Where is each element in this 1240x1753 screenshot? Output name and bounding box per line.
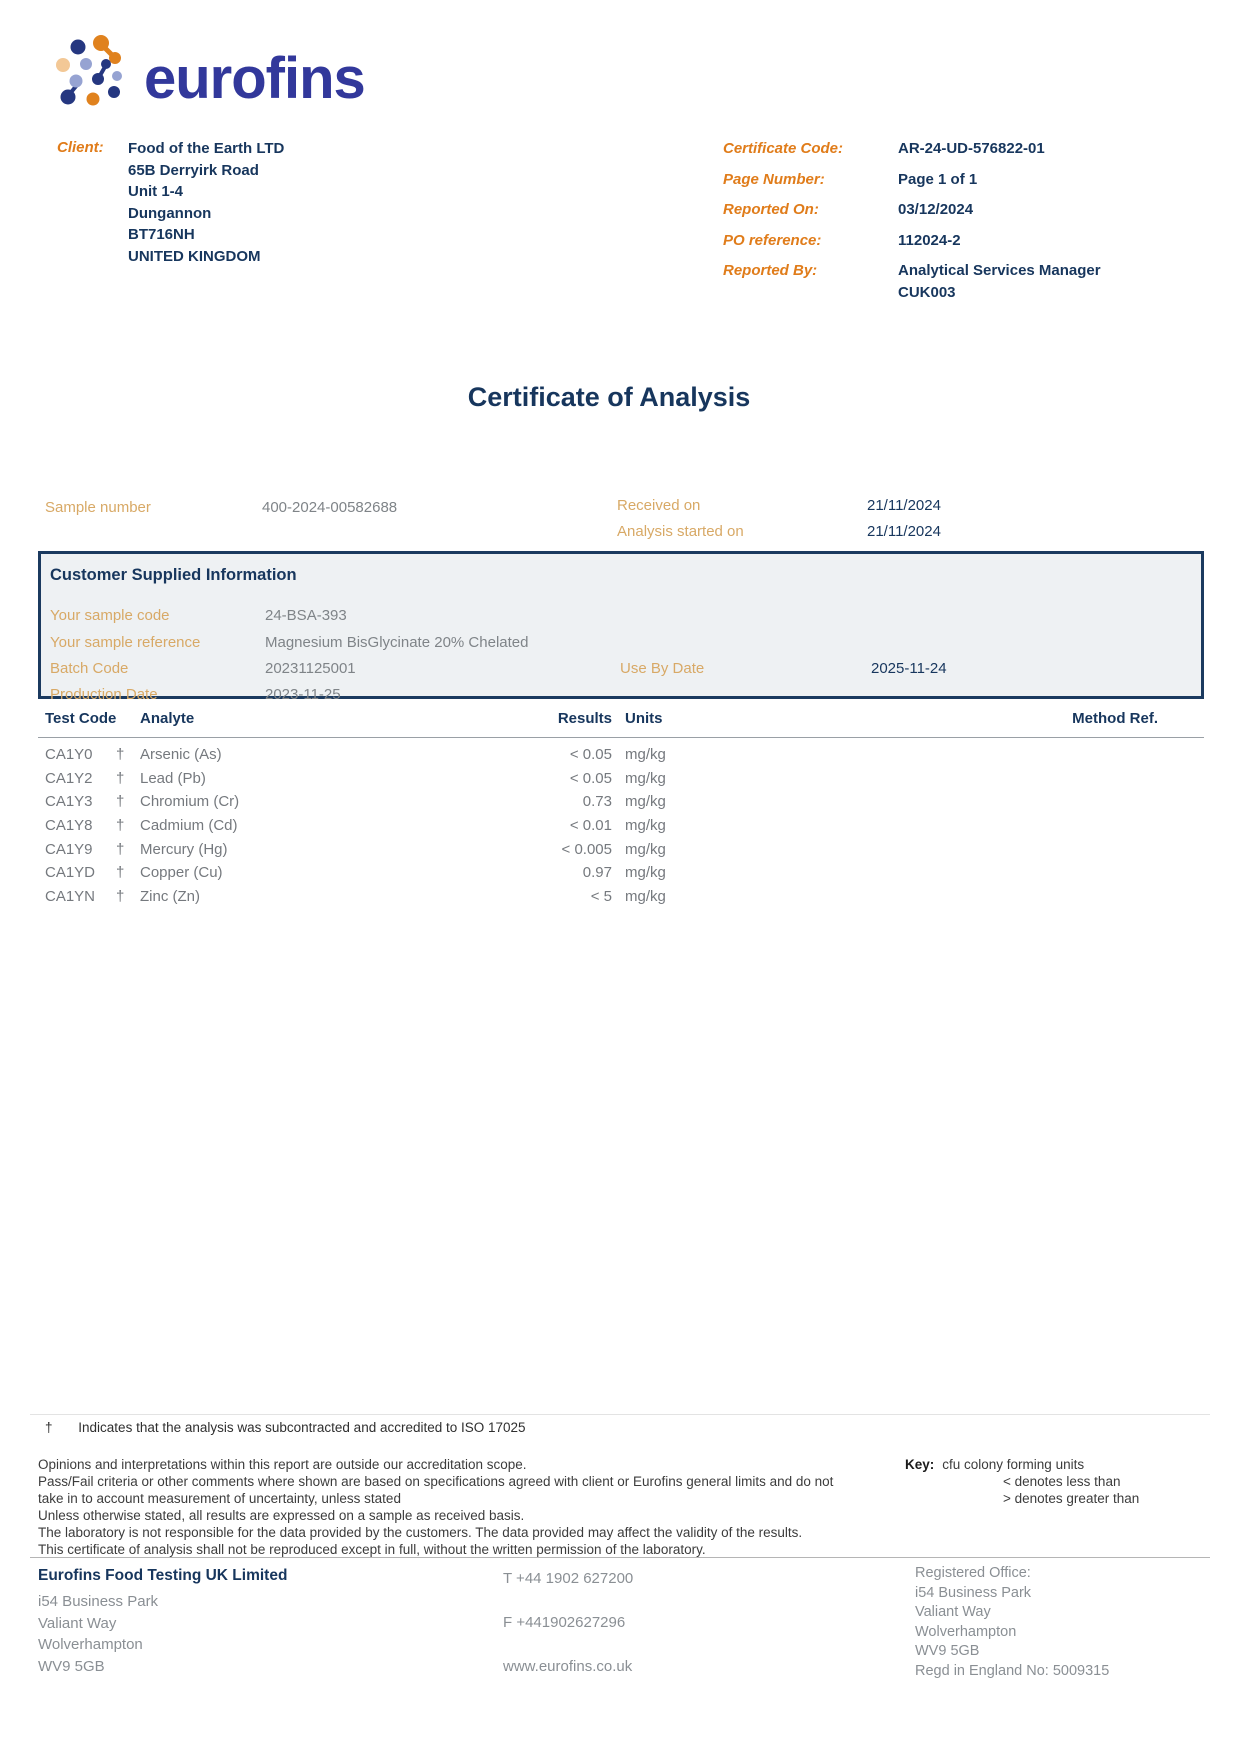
col-header-analyte: Analyte [140,710,195,727]
analysis-started-value: 21/11/2024 [867,523,941,540]
meta-row-reported-on [723,199,1213,221]
footer-address-line: Wolverhampton [38,1636,143,1653]
table-row [0,841,1240,865]
col-header-method-ref: Method Ref. [1072,710,1158,727]
test-code: CA1YD [45,864,96,882]
units: mg/kg [625,793,666,811]
page-title: Certificate of Analysis [467,382,751,412]
col-header-results: Results [557,710,612,727]
certificate-code-label: Certificate Code: [723,140,844,157]
test-code: CA1Y3 [45,793,93,811]
sample-code-label: Your sample code [50,607,170,624]
test-code: CA1YN [45,888,96,906]
reported-by-code: CUK003 [898,283,956,301]
dagger-icon: † [116,888,125,906]
dagger-icon: † [116,840,125,858]
po-reference-label: PO reference: [723,231,822,249]
client-address-line: Unit 1-4 [128,183,184,200]
report-meta [723,138,1213,312]
reported-by-name: Analytical Services Manager [898,262,1101,279]
received-on-value: 21/11/2024 [867,497,941,514]
page-number-value: Page 1 of 1 [898,170,978,188]
production-date-label: Production Date [50,686,158,703]
test-code: CA1Y2 [45,769,93,787]
page-number-label: Page Number: [723,170,825,188]
units: mg/kg [625,817,666,835]
production-date-value: 2023-11-25 [265,686,341,703]
sample-number-value: 400-2024-00582688 [262,499,398,516]
client-address-line: Food of the Earth LTD [128,140,285,157]
reported-on-value: 03/12/2024 [898,201,974,218]
table-row [0,770,1240,794]
dagger-icon: † [116,864,125,882]
meta-row-certificate-code [723,138,1213,160]
sample-code-value: 24-BSA-393 [265,607,347,624]
units: mg/kg [625,769,666,787]
eurofins-logo-icon [56,34,396,114]
results-table [0,746,1240,912]
sample-reference-value: Magnesium BisGlycinate 20% Chelated [265,634,529,651]
disclaimer-line: take in to account measurement of uncertainty, unless stated [38,1491,401,1506]
table-row [0,888,1240,912]
analyte: Mercury (Hg) [140,840,228,858]
footer-address-line: Valiant Way [38,1614,117,1632]
reported-by-value [898,260,1101,303]
footer-address-line: WV9 5GB [38,1657,105,1675]
table-row [0,864,1240,888]
analyte: Zinc (Zn) [140,888,200,906]
units: mg/kg [625,840,666,858]
certificate-code-value: AR-24-UD-576822-01 [898,140,1045,157]
units: mg/kg [625,864,666,882]
footer-registered-office [915,1564,1109,1681]
client-address-line: 65B Derryirk Road [128,161,259,179]
dagger-icon: † [116,769,125,787]
use-by-date-value: 2025-11-24 [871,660,947,677]
disclaimer-paragraph [38,1456,833,1558]
footer-company-address [38,1591,158,1677]
dagger-icon: † [116,793,125,811]
registered-office-line: WV9 5GB [915,1643,980,1659]
logo-text: eurofins [144,46,365,111]
received-on-label: Received on [617,497,701,514]
footer-phone: T +44 1902 627200 [503,1570,634,1587]
meta-row-po-reference [723,230,1213,252]
disclaimer-line: This certificate of analysis shall not be reproduced except in full, without the written permission of the laboratory. [38,1542,706,1557]
client-address [128,138,284,267]
footer-fax: F +441902627296 [503,1614,626,1631]
batch-code-label: Batch Code [50,660,129,677]
registered-office-line: Valiant Way [915,1604,991,1620]
footer-address-line: i54 Business Park [38,1593,159,1610]
use-by-date-label: Use By Date [620,660,705,677]
result: 0.73 [582,793,612,811]
col-header-test-code: Test Code [45,710,117,727]
disclaimer-line: The laboratory is not responsible for the data provided by the customers. The data provided may affect the validity of the results. [38,1525,803,1540]
key-line: > denotes greater than [1003,1491,1140,1506]
notes-top-divider [30,1414,1210,1415]
analyte: Chromium (Cr) [140,793,240,811]
analysis-started-label: Analysis started on [617,523,744,540]
key-line: cfu colony forming units [942,1457,1085,1472]
disclaimer-line: Pass/Fail criteria or other comments where shown are based on specifications agreed with client or Eurofins general limits and do not [38,1474,834,1489]
analyte: Arsenic (As) [140,746,222,763]
client-label: Client: [57,139,104,156]
meta-row-page-number [723,169,1213,191]
test-code: CA1Y9 [45,840,93,858]
client-address-line: Dungannon [128,204,212,222]
registered-office-line: Registered Office: [915,1565,1031,1581]
table-header-divider [38,737,1204,738]
batch-code-value: 20231125001 [265,660,356,677]
registered-office-line: i54 Business Park [915,1584,1032,1601]
result: < 5 [590,888,612,906]
test-code: CA1Y0 [45,746,93,763]
result: < 0.005 [561,840,612,858]
registered-office-line: Wolverhampton [915,1623,1017,1640]
dagger-footnote [45,1420,526,1435]
table-row [0,746,1240,770]
disclaimer-line: Unless otherwise stated, all results are expressed on a sample as received basis. [38,1508,525,1523]
footer-website: www.eurofins.co.uk [503,1658,633,1675]
disclaimer-line: Opinions and interpretations within this report are outside our accreditation scope. [38,1457,527,1472]
analyte: Cadmium (Cd) [140,817,238,835]
dagger-footnote-text: Indicates that the analysis was subcontracted and accredited to ISO 17025 [78,1420,526,1435]
result: < 0.01 [569,817,612,835]
table-row [0,793,1240,817]
key-legend [905,1456,1139,1507]
client-address-line: UNITED KINGDOM [128,247,261,265]
customer-info-title: Customer Supplied Information [50,566,297,584]
analyte: Copper (Cu) [140,864,223,882]
table-row [0,817,1240,841]
result: < 0.05 [569,769,612,787]
result: 0.97 [582,864,612,882]
meta-row-reported-by [723,260,1213,303]
client-address-line: BT716NH [128,226,195,243]
units: mg/kg [625,746,666,763]
key-label: Key: [905,1457,935,1472]
eurofins-logo [56,34,396,119]
reported-on-label: Reported On: [723,201,819,218]
dagger-icon: † [116,817,125,835]
footer-divider [30,1557,1210,1558]
analyte: Lead (Pb) [140,769,206,787]
po-reference-value: 112024-2 [898,231,961,249]
key-line: < denotes less than [1003,1474,1121,1489]
footer-company-name: Eurofins Food Testing UK Limited [38,1567,288,1584]
col-header-units: Units [625,710,663,727]
units: mg/kg [625,888,666,906]
sample-reference-label: Your sample reference [50,634,201,651]
registered-office-line: Regd in England No: 5009315 [915,1662,1110,1679]
dagger-icon: † [45,1420,53,1435]
reported-by-label: Reported By: [723,262,818,279]
test-code: CA1Y8 [45,817,93,835]
dagger-icon: † [116,746,125,763]
result: < 0.05 [569,746,612,763]
sample-number-label: Sample number [45,499,151,516]
customer-supplied-info-box [38,551,1204,703]
